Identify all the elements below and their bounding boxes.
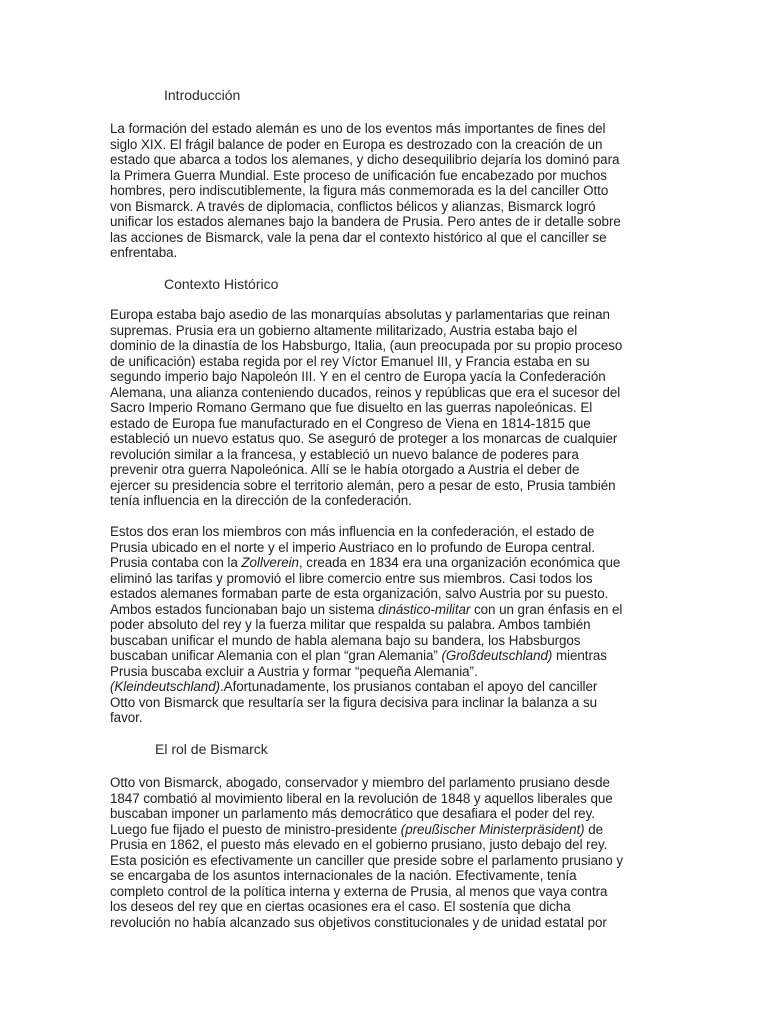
text-run: poder absoluto del rey y la fuerza militar que respalda su palabra. Ambos también — [110, 617, 591, 632]
italic-term: (Großdeutschland) — [441, 648, 553, 663]
text-line — [110, 400, 670, 416]
text-run: estados alemanes formaban parte de esta organización, salvo Austria por su puesto. — [110, 586, 609, 601]
text-run: de — [584, 821, 604, 837]
text-run: Alemana, una alianza conteniendo ducados, reinos y repúblicas que era el sucesor del — [110, 384, 621, 400]
text-run: Otto von Bismarck que resultaría ser la figura decisiva para inclinar la balanza a su — [110, 694, 597, 710]
text-line — [110, 868, 670, 884]
paragraph-rol-de-bismarck — [110, 775, 670, 930]
text-line — [110, 338, 670, 354]
text-line — [110, 493, 670, 509]
text-line — [110, 633, 670, 649]
text-run: favor. — [110, 710, 143, 725]
text-line — [110, 915, 670, 931]
text-run: de unificación) estaba regida por el rey Víctor Emanuel III, y Francia estaba en su — [110, 353, 590, 369]
text-line — [110, 431, 670, 447]
text-run: 1847 combatió al movimiento liberal en la revolución de 1848 y aquellos liberales que — [110, 790, 613, 806]
text-line — [110, 385, 670, 401]
paragraph-introduccion — [110, 121, 670, 261]
text-line — [110, 214, 670, 230]
text-run: La formación del estado alemán es uno de los eventos más importantes de fines del — [110, 121, 606, 136]
text-run: Luego fue fijado el puesto de ministro-presidente — [110, 821, 401, 837]
text-line — [110, 354, 670, 370]
section-heading-rol-de-bismarck: El rol de Bismarck — [155, 741, 268, 757]
text-run: buscaban imponer un parlamento más democrático que desafiara el poder del rey. — [110, 806, 595, 821]
text-run: Otto von Bismarck, abogado, conservador y miembro del parlamento prusiano desde — [110, 775, 610, 790]
text-line — [110, 307, 670, 323]
text-line — [110, 899, 670, 915]
text-line — [110, 679, 670, 695]
text-run: la Primera Guerra Mundial. Este proceso de unificación fue encabezado por muchos — [110, 167, 607, 183]
text-line — [110, 884, 670, 900]
text-run: Prusia buscaba excluir a Austria y formar “pequeña Alemania”. — [110, 663, 478, 679]
text-line — [110, 540, 670, 556]
text-line — [110, 478, 670, 494]
text-run: Sacro Imperio Romano Germano que fue disuelto en las guerras napoleónicas. El — [110, 400, 593, 415]
text-line — [110, 806, 670, 822]
text-run: Esta posición es efectivamente un canciller que preside sobre el parlamento prusiano y — [110, 852, 624, 868]
text-line — [110, 853, 670, 869]
text-line — [110, 791, 670, 807]
text-line — [110, 168, 670, 184]
text-run: siglo XIX. El frágil balance de poder en Europa es destrozado con la creación de un — [110, 136, 603, 152]
text-run: con un gran énfasis en el — [470, 601, 623, 617]
italic-term: Zollverein — [241, 555, 299, 570]
text-line — [110, 524, 670, 540]
text-run: completo control de la política interna y externa de Prusia, al menos que vaya contra — [110, 883, 608, 899]
text-run: Prusia ubicado en el norte y el imperio Austriaco en lo profundo de Europa central. — [110, 539, 595, 555]
italic-term: dinástico-militar — [378, 601, 471, 617]
section-heading-introduccion: Introducción — [164, 87, 241, 103]
text-line — [110, 648, 670, 664]
text-line — [110, 571, 670, 587]
text-line — [110, 416, 670, 432]
text-run: eliminó las tarifas y promovió el libre comercio entre sus miembros. Casi todos los — [110, 570, 593, 586]
text-run: las acciones de Bismarck, vale la pena dar el contexto histórico al que el canciller se — [110, 229, 607, 245]
text-line — [110, 121, 670, 137]
text-line — [110, 323, 670, 339]
text-line — [110, 602, 670, 618]
text-run: los deseos del rey que en ciertas ocasiones era el caso. El sostenía que dicha — [110, 899, 571, 914]
text-run: von Bismarck. A través de diplomacia, conflictos bélicos y alianzas, Bismarck logró — [110, 198, 596, 214]
text-line — [110, 369, 670, 385]
text-line — [110, 695, 670, 711]
text-run: tenía influencia en la dirección de la confederación. — [110, 493, 412, 508]
text-run: estado de Europa fue manufacturado en el Congreso de Viena en 1814-1815 que — [110, 415, 591, 431]
text-run: revolución no había alcanzado sus objetivos constitucionales y de unidad estatal por — [110, 914, 607, 930]
text-run: hombres, pero indiscutiblemente, la figura más conmemorada es la del canciller Otto — [110, 183, 609, 198]
paragraph-miembros-confederacion — [110, 524, 670, 726]
text-line — [110, 822, 670, 838]
text-line — [110, 183, 670, 199]
text-line — [110, 447, 670, 463]
text-line — [110, 617, 670, 633]
italic-term: (preußischer Ministerpräsident) — [400, 821, 585, 837]
text-run: Prusia en 1862, el puesto más elevado en el gobierno prusiano, justo debajo del rey. — [110, 837, 608, 852]
text-run: buscaban unificar el mundo de habla alemana bajo su bandera, los Habsburgos — [110, 632, 581, 648]
text-line — [110, 555, 670, 571]
text-run: estableció un nuevo estatus quo. Se aseguró de proteger a los monarcas de cualquier — [110, 431, 618, 446]
text-run: buscaban unificar Alemania con el plan “gran Alemania” — [110, 648, 442, 663]
text-line — [110, 586, 670, 602]
text-run: unificar los estados alemanes bajo la bandera de Prusia. Pero antes de ir detalle sobre — [110, 214, 621, 229]
text-line — [110, 152, 670, 168]
text-line — [110, 230, 670, 246]
text-line — [110, 137, 670, 153]
text-run: , creada en 1834 era una organización económica que — [298, 555, 621, 570]
text-run: Estos dos eran los miembros con más influencia en la confederación, el estado de — [110, 524, 595, 539]
text-run: supremas. Prusia era un gobierno altamente militarizado, Austria estaba bajo el — [110, 322, 578, 338]
section-heading-contexto-historico: Contexto Histórico — [164, 276, 279, 292]
text-line — [110, 710, 670, 726]
text-run: estado que abarca a todos los alemanes, y dicho desequilibrio dejaría los dominó para — [110, 152, 620, 167]
text-run: Prusia contaba con la — [110, 555, 242, 570]
text-run: enfrentaba. — [110, 245, 178, 260]
text-line — [110, 462, 670, 478]
text-run: .Afortunadamente, los prusianos contaban el apoyo del canciller — [220, 679, 598, 694]
text-run: dominio de la dinastía de los Habsburgo, Italia, (aun preocupada por su propio proceso — [110, 338, 623, 353]
text-run: ejercer su presidencia sobre el territorio alemán, pero a pesar de esto, Prusia también — [110, 477, 616, 493]
text-run: revolución similar a la francesa, y estableció un nuevo balance de poderes para — [110, 446, 579, 462]
text-run: Ambos estados funcionaban bajo un sistema — [110, 601, 379, 617]
text-run: mientras — [552, 648, 607, 663]
italic-term: (Kleindeutschland) — [110, 679, 221, 694]
paragraph-contexto-historico — [110, 307, 670, 509]
text-line — [110, 245, 670, 261]
text-run: segundo imperio bajo Napoleón III. Y en el centro de Europa yacía la Confederación — [110, 369, 606, 384]
text-run: se encargaba de los asuntos internacionales de la nación. Efectivamente, tenía — [110, 868, 577, 883]
text-line — [110, 199, 670, 215]
text-line — [110, 775, 670, 791]
text-line — [110, 664, 670, 680]
text-line — [110, 837, 670, 853]
text-run: Europa estaba bajo asedio de las monarquías absolutas y parlamentarias que reinan — [110, 307, 610, 322]
text-run: prevenir otra guerra Napoleónica. Allí se le había otorgado a Austria el deber de — [110, 462, 580, 477]
